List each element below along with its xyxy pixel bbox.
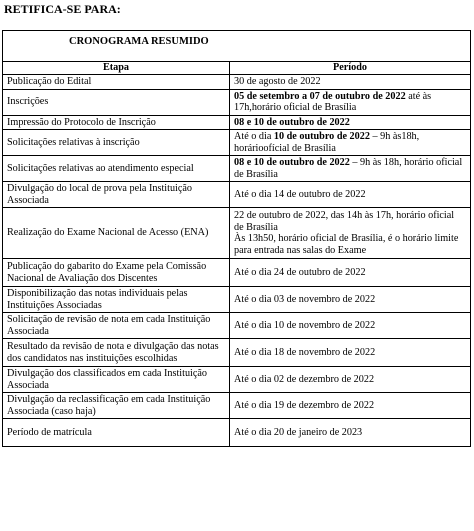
etapa-cell: Resultado da revisão de nota e divulgação das notas dos candidatos nas instituições escolhidas [3,339,230,367]
periodo-cell [230,259,471,287]
column-header-periodo: Período [230,62,471,75]
periodo-cell [230,393,471,419]
column-header-etapa: Etapa [3,62,230,75]
periodo-cell [230,287,471,313]
periodo-text: 30 de agosto de 2022 [234,76,321,87]
periodo-cell [230,313,471,339]
table-row [3,75,471,90]
periodo-date-bold: 10 de outubro de 2022 [273,131,370,142]
periodo-text: Até o dia 10 de novembro de 2022 [234,319,376,331]
page-heading: RETIFICA-SE PARA: [4,2,121,16]
table-row [3,115,471,130]
periodo-date-bold: 08 e 10 de outubro de 2022 [234,157,350,168]
schedule-table [2,30,471,447]
etapa-cell: Publicação do Edital [3,75,230,90]
table-row [3,339,471,367]
periodo-text: Até o dia 02 de dezembro de 2022 [234,373,375,385]
etapa-cell: Inscrições [3,89,230,115]
etapa-cell: Período de matrícula [3,419,230,447]
table-row [3,393,471,419]
periodo-cell [230,75,471,90]
table-title: CRONOGRAMA RESUMIDO [3,31,471,62]
table-row [3,130,471,156]
table-row [3,367,471,393]
periodo-text: Até o dia 19 de dezembro de 2022 [234,399,375,411]
table-row [3,208,471,259]
periodo-cell [230,115,471,130]
table-header-row [3,62,471,75]
etapa-cell: Solicitações relativas à inscrição [3,130,230,156]
periodo-prefix: Até o dia [234,131,274,142]
etapa-cell: Divulgação da reclassificação em cada Instituição Associada (caso haja) [3,393,230,419]
periodo-date-bold: 05 de setembro a 07 de outubro de 2022 [234,90,406,102]
table-row [3,182,471,208]
periodo-cell [230,419,471,447]
etapa-cell: Realização do Exame Nacional de Acesso (ENA) [3,208,230,259]
etapa-cell: Solicitações relativas ao atendimento especial [3,156,230,182]
periodo-text: – 9h às 18h, horário oficial de Brasília [234,157,463,180]
periodo-cell [230,156,471,182]
periodo-text: Até o dia 03 de novembro de 2022 [234,293,376,305]
periodo-text: Até o dia 18 de novembro de 2022 [234,346,376,358]
periodo-cell [230,367,471,393]
periodo-date-bold: 08 e 10 de outubro de 2022 [234,116,350,128]
table-row [3,419,471,447]
periodo-text: 22 de outubro de 2022, das 14h às 17h, horário oficial de Brasília [234,210,455,233]
table-title-row [3,31,471,62]
periodo-text: Às 13h50, horário oficial de Brasília, é o horário limite para entrada nas salas do Exame [234,233,459,256]
periodo-text: até às 17h,horário oficial de Brasília [234,90,432,113]
periodo-cell [230,182,471,208]
periodo-text: Até o dia 24 de outubro de 2022 [234,266,366,278]
periodo-cell [230,89,471,115]
table-row [3,287,471,313]
etapa-cell: Divulgação do local de prova pela Instituição Associada [3,182,230,208]
periodo-cell [230,339,471,367]
periodo-text: Até o dia 14 de outubro de 2022 [234,188,366,200]
etapa-cell: Solicitação de revisão de nota em cada Instituição Associada [3,313,230,339]
table-row [3,259,471,287]
etapa-cell: Publicação do gabarito do Exame pela Comissão Nacional de Avaliação dos Discentes [3,259,230,287]
etapa-cell: Impressão do Protocolo de Inscrição [3,115,230,130]
etapa-cell: Divulgação dos classificados em cada Instituição Associada [3,367,230,393]
table-row [3,313,471,339]
periodo-text: Até o dia 20 de janeiro de 2023 [234,426,363,438]
table-row [3,89,471,115]
table-row [3,156,471,182]
periodo-cell [230,208,471,259]
periodo-cell [230,130,471,156]
periodo-text: – 9h às18h, horárioofícial de Brasília [234,131,420,154]
etapa-cell: Disponibilização das notas individuais pelas Instituições Associadas [3,287,230,313]
